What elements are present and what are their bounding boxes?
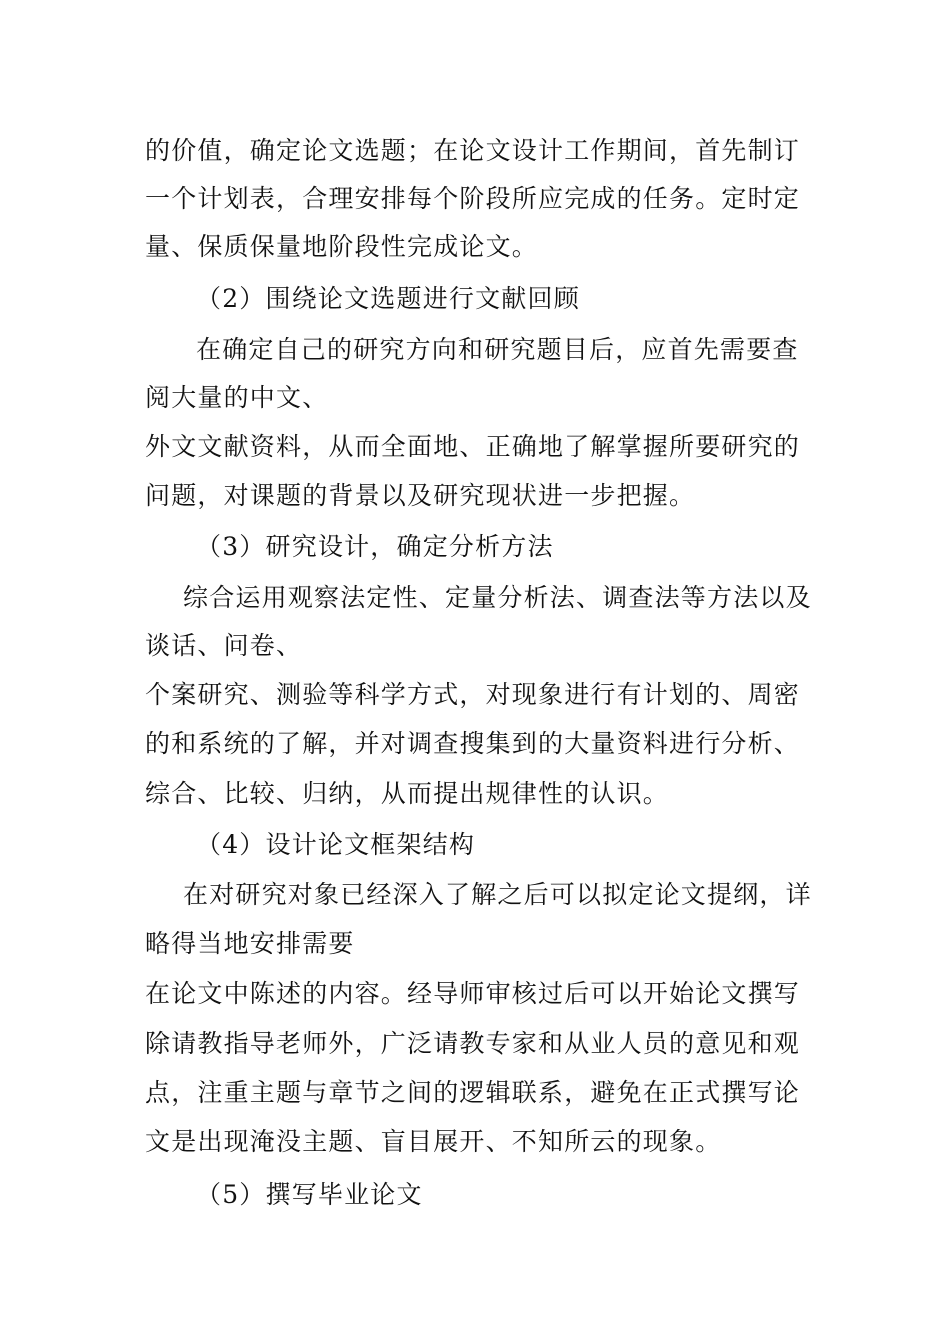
- body-text-line: 量、保质保量地阶段性完成论文。: [145, 232, 539, 261]
- body-text-line: 在确定自己的研究方向和研究题目后，应首先需要查: [196, 335, 799, 364]
- body-text-line: 个案研究、测验等科学方式，对现象进行有计划的、周密: [145, 680, 801, 709]
- body-text-line: 点，注重主题与章节之间的逻辑联系，避免在正式撰写论: [145, 1078, 801, 1107]
- body-text-line: 在对研究对象已经深入了解之后可以拟定论文提纲，详: [183, 880, 812, 909]
- body-text-line: 在论文中陈述的内容。经导师审核过后可以开始论文撰写: [145, 979, 801, 1008]
- body-text-line: 一个计划表，合理安排每个阶段所应完成的任务。定时定: [145, 184, 801, 213]
- body-text-line: 阅大量的中文、: [145, 383, 329, 412]
- section-heading-4: （4）设计论文框架结构: [196, 830, 476, 859]
- body-text-line: 综合、比较、归纳，从而提出规律性的认识。: [145, 779, 670, 808]
- section-heading-3: （3）研究设计，确定分析方法: [196, 532, 554, 561]
- body-text-line: 略得当地安排需要: [145, 929, 355, 958]
- body-text-line: 的和系统的了解，并对调查搜集到的大量资料进行分析、: [145, 729, 801, 758]
- body-text-line: 除请教指导老师外，广泛请教专家和从业人员的意见和观: [145, 1029, 801, 1058]
- body-text-line: 问题，对课题的背景以及研究现状进一步把握。: [145, 481, 696, 510]
- body-text-line: 谈话、问卷、: [145, 631, 303, 660]
- body-text-line: 的价值，确定论文选题；在论文设计工作期间，首先制订: [145, 136, 801, 165]
- body-text-line: 综合运用观察法定性、定量分析法、调查法等方法以及: [183, 583, 812, 612]
- body-text-line: 外文文献资料，从而全面地、正确地了解掌握所要研究的: [145, 432, 801, 461]
- body-text-line: 文是出现淹没主题、盲目展开、不知所云的现象。: [145, 1127, 722, 1156]
- section-heading-5: （5）撰写毕业论文: [196, 1180, 423, 1209]
- section-heading-2: （2）围绕论文选题进行文献回顾: [196, 284, 580, 313]
